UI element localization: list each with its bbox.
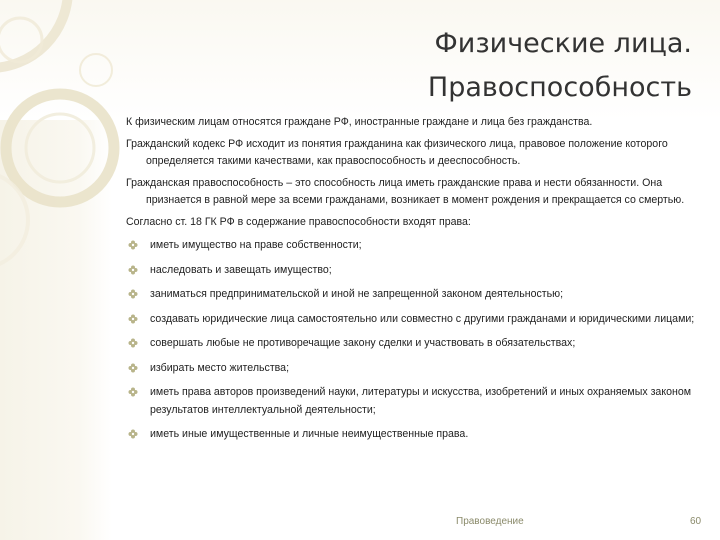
list-item: [126, 426, 706, 444]
flower-bullet-icon: [128, 240, 138, 250]
slide-title: [272, 22, 692, 110]
list-item: [126, 262, 706, 280]
flower-bullet-icon: [128, 289, 138, 299]
flower-bullet-icon: [128, 363, 138, 373]
page-number: 60: [690, 516, 702, 527]
slide-content: [126, 114, 706, 451]
list-item: [126, 286, 706, 304]
flower-bullet-icon: [128, 338, 138, 348]
title-line-1: Физические лица.: [434, 28, 692, 59]
list-item-text: наследовать и завещать имущество;: [150, 263, 332, 276]
rights-list: [126, 237, 706, 444]
list-item-text: иметь права авторов произведений науки, литературы и искусства, изобретений и иных охраняемых законом результатов интеллектуальной деятельности;: [150, 386, 691, 416]
list-item-text: заниматься предпринимательской и иной не запрещенной законом деятельностью;: [150, 288, 564, 300]
flower-bullet-icon: [128, 314, 138, 324]
list-item: [126, 237, 706, 255]
list-item-text: иметь иные имущественные и личные неимущественные права.: [150, 428, 469, 440]
paragraph-4: Согласно ст. 18 ГК РФ в содержание правоспособности входят права:: [126, 215, 471, 228]
list-item: [126, 384, 706, 419]
list-item: [126, 360, 706, 378]
footer-subject: Правоведение: [456, 516, 524, 527]
list-item-text: иметь имущество на праве собственности;: [150, 239, 362, 251]
title-line-2: Правоспособность: [427, 72, 692, 103]
list-item-text: создавать юридические лица самостоятельно или совместно с другими гражданами и юридическими лицами;: [150, 312, 695, 325]
paragraph-3: Гражданская правоспособность – это способность лица иметь гражданские права и нести обязанности. Она признается в равной мере за всеми гражданами, возникает в момент рождения и прекращается со смертью.: [126, 176, 685, 206]
list-item: [126, 311, 706, 329]
flower-bullet-icon: [128, 265, 138, 275]
list-item-text: избирать место жительства;: [150, 361, 290, 374]
list-item: [126, 335, 706, 353]
flower-bullet-icon: [128, 429, 138, 439]
paragraph-2: Гражданский кодекс РФ исходит из понятия гражданина как физического лица, правовое положение которого определяется такими качествами, как правоспособность и дееспособность.: [126, 137, 668, 167]
flower-bullet-icon: [128, 387, 138, 397]
list-item-text: совершать любые не противоречащие закону сделки и участвовать в обязательствах;: [150, 337, 576, 349]
paragraph-1: К физическим лицам относятся граждане РФ, иностранные граждане и лица без гражданства.: [126, 116, 593, 128]
